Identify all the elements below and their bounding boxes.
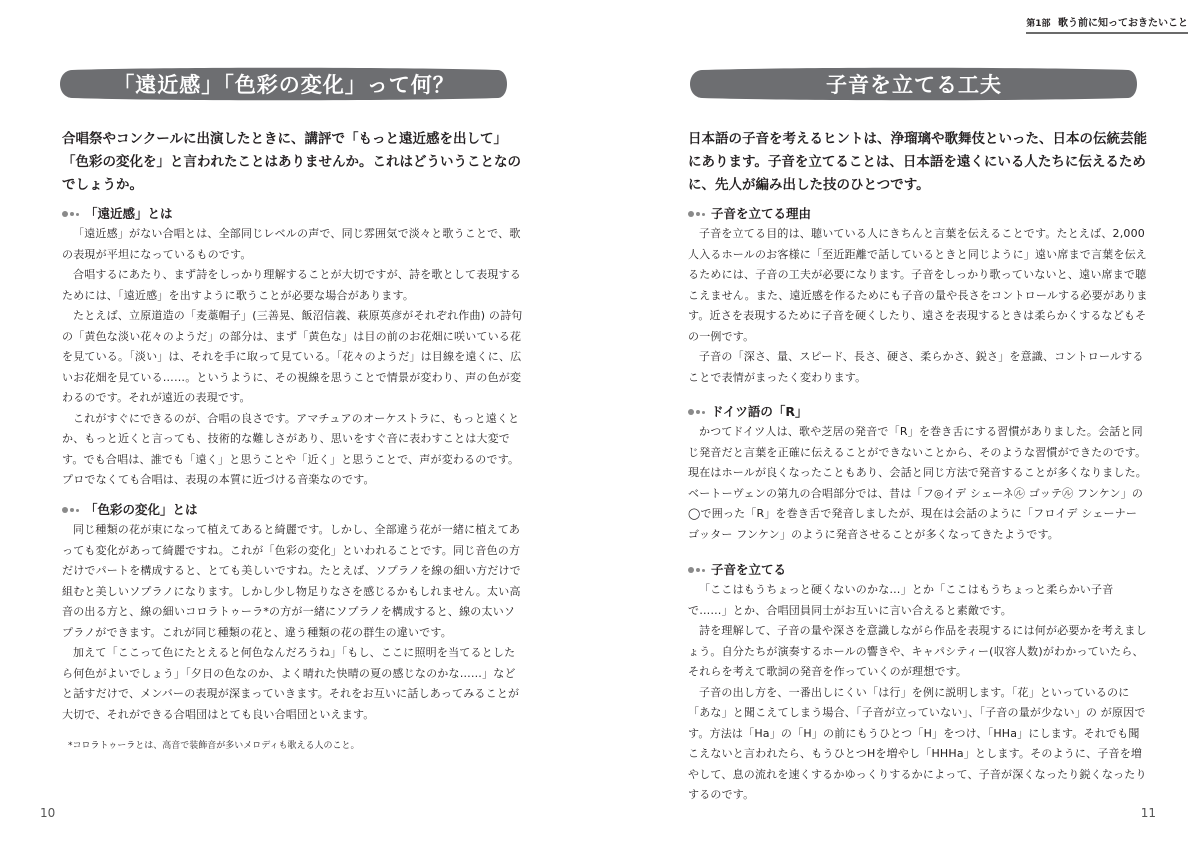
section-heading xyxy=(688,560,1150,580)
footnote: *コロラトゥーラとは、高音で装飾音が多いメロディも歌える人のこと。 xyxy=(68,741,360,751)
paragraph: これがすぐにできるのが、合唱の良さです。アマチュアのオーケストラに、もっと遠くとか、もっと近くと言っても、技術的な難しさがあり、思いをすぐ音に表わすことは大変です。でも合唱は、誰でも「遠く」と思うことや「近く」と思うことで、声が変わるのです。プロでなくても合唱は、表現の本質に近づける音楽なのです。 xyxy=(62,411,520,486)
running-head xyxy=(1026,14,1188,34)
section-heading-text: 子音を立てる理由 xyxy=(711,206,812,221)
paragraph: かつてドイツ人は、歌や芝居の発音で「R」を巻き舌にする習慣がありました。会話と同じ発音だと言葉を正確に伝えることができないことから、そのような習慣ができたのです。現在はホールが良くなったこともあり、会話と同じ方法で発音することが多くなりました。ベートーヴェンの第九の合唱部分では、昔は「フ◎イデ シェーネ㋸ ゴッテ㋸ フンケン」の◯で囲った「R」を巻き舌で発音しましたが、現在は会話のように「フロイデ シェーナー ゴッター フンケン」のように発音させることが多くなってきたようです。 xyxy=(688,425,1147,541)
paragraph: 子音の出し方を、一番出しにくい「は行」を例に説明します。「花」といっているのに「あな」と聞こえてしまう場合、「子音が立っていない」、「子音の量が少ない」の が原因です。方法は「Ha」の「H」の前にもうひとつ「H」をつけ、「HHa」にします。それでも聞こえないと言われたら、もうひとつHを増やし「HHHa」とします。そのように、子音を増やして、息の流れを速くするかゆっくりするかによって、子音が深くなったり鋭くなったりするのです。 xyxy=(688,685,1147,801)
title-banner xyxy=(58,66,510,102)
paragraph: 「ここはもうちょっと硬くないのかな…」とか「ここはもうちょっと柔らかい子音で……」とか、合唱団員同士がお互いに言い合えると素敵です。 xyxy=(688,583,1114,617)
section-heading xyxy=(688,402,1150,422)
running-head-title: 歌う前に知っておきたいこと xyxy=(1058,18,1188,29)
section-color-change xyxy=(62,500,524,725)
paragraph: たとえば、立原道造の「麦藁帽子」(三善晃、飯沼信義、萩原英彦がそれぞれ作曲) の詩句の「黄色な淡い花々のようだ」の部分は、まず「黄色な」は目の前のお花畑に咲いている花を見ている。「淡い」は、それを手に取って見ている。「花々のようだ」は目線を遠くに、広いお花畑を見ている……。というように、その視線を思うことで情景が変わり、声の色が変わるのです。それが遠近の表現です。 xyxy=(62,309,523,404)
paragraph: 合唱するにあたり、まず詩をしっかり理解することが大切ですが、詩を歌として表現するためには、「遠近感」を出すように歌うことが必要な場合があります。 xyxy=(62,268,521,302)
paragraph: 子音を立てる目的は、聴いている人にきちんと言葉を伝えることです。たとえば、2,000人入るホールのお客様に「至近距離で話しているときと同じように」遠い席まで言葉を伝えるためには、子音の工夫が必要になります。子音をしっかり歌っていないと、遠い席まで聴こえません。また、遠近感を作るためにも子音の量や長さをコントロールする必要があります。近さを表現するために子音を硬くしたり、遠さを表現するときは柔らかくするなどもその一例です。 xyxy=(688,227,1148,343)
section-heading xyxy=(62,500,524,520)
section-heading-text: 「遠近感」とは xyxy=(85,206,173,221)
paragraph: 子音の「深さ、量、スピード、長さ、硬さ、柔らかさ、鋭さ」を意識、コントロールすることで表情がまったく変わります。 xyxy=(688,350,1144,384)
intro-paragraph: 日本語の子音を考えるヒントは、浄瑠璃や歌舞伎といった、日本の伝統芸能にあります。子音を立てることは、日本語を遠くにいる人たちに伝えるために、先人が編み出した技のひとつです。 xyxy=(688,131,1147,193)
section-consonant-standing xyxy=(688,560,1150,806)
section-consonant-reason xyxy=(688,204,1150,388)
right-page xyxy=(600,0,1200,850)
section-heading xyxy=(688,204,1150,224)
page-title: 「遠近感」「色彩の変化」って何？ xyxy=(113,73,455,97)
page-number: 11 xyxy=(1140,806,1156,820)
section-heading-text: 「色彩の変化」とは xyxy=(85,502,198,517)
page-number: 10 xyxy=(40,806,56,820)
bullet-dots-icon xyxy=(62,211,81,217)
title-banner xyxy=(688,66,1140,102)
paragraph: 同じ種類の花が束になって植えてあると綺麗です。しかし、全部違う花が一緒に植えてあっても変化があって綺麗ですね。これが「色彩の変化」といわれることです。同じ音色の方だけでパートを構成すると、とても美しいですね。たとえば、ソプラノを線の細い方だけで組むと美しいソプラノになります。しかし少し物足りなさを感じるかもしれません。太い高音の出る方と、線の細いコロラトゥーラ*の方が一緒にソプラノを構成すると、線の太いソプラノができます。これが同じ種類の花と、違う種類の花の群生の違いです。 xyxy=(62,523,521,639)
section-heading-text: ドイツ語の「R」 xyxy=(711,404,808,419)
intro-paragraph: 合唱祭やコンクールに出演したときに、講評で「もっと遠近感を出して」「色彩の変化を」と言われたことはありませんか。これはどういうことなのでしょうか。 xyxy=(62,131,521,193)
paragraph: 詩を理解して、子音の量や深さを意識しながら作品を表現するには何が必要かを考えましょう。自分たちが演奏するホールの響きや、キャパシティー(収容人数)がわかっていたら、それらを考えて歌詞の発音を作っていくのが理想です。 xyxy=(688,624,1147,678)
running-head-part: 第1部 xyxy=(1026,19,1051,29)
bullet-dots-icon xyxy=(62,507,81,513)
paragraph: 加えて「ここって色にたとえると何色なんだろうね」「もし、ここに照明を当てるとしたら何色がよいでしょう」「夕日の色なのか、よく晴れた快晴の夏の感じなのかな……」などと話すだけで、メンバーの表現が深まっていきます。それをお互いに話しあってみることが大切で、それができる合唱団はとても良い合唱団といえます。 xyxy=(62,646,520,721)
paragraph: 「遠近感」がない合唱とは、全部同じレベルの声で、同じ雰囲気で淡々と歌うことで、歌の表現が平坦になっているものです。 xyxy=(62,227,521,261)
page-title: 子音を立てる工夫 xyxy=(826,73,1002,97)
section-heading xyxy=(62,204,524,224)
bullet-dots-icon xyxy=(688,409,707,415)
bullet-dots-icon xyxy=(688,567,707,573)
section-heading-text: 子音を立てる xyxy=(711,562,787,577)
section-perspective xyxy=(62,204,524,491)
section-german-r xyxy=(688,402,1150,545)
bullet-dots-icon xyxy=(688,211,707,217)
